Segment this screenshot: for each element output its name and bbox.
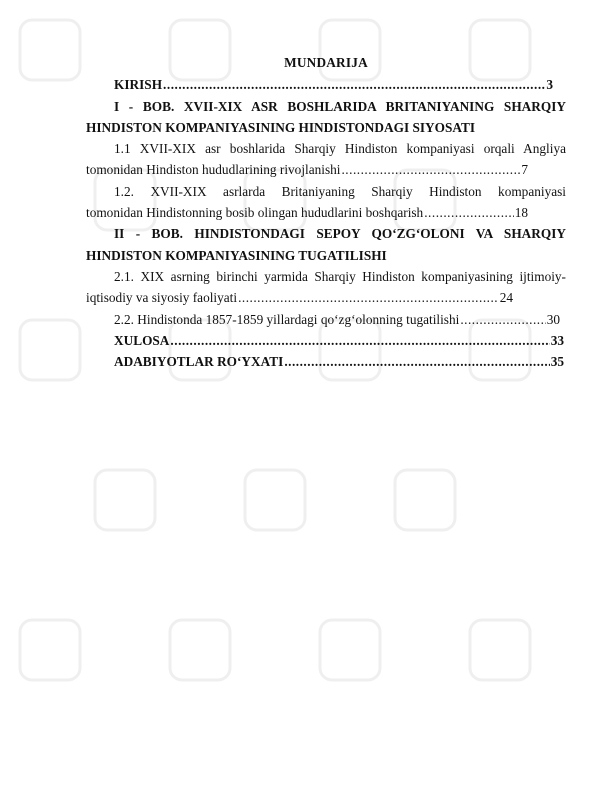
toc-entry-1-2[interactable] [86, 181, 566, 224]
toc-entry-label: 1.1 XVII-XIX asr boshlarida Sharqiy Hindiston kompaniyasi orqali Angliya [114, 141, 566, 157]
dot-leader [424, 202, 513, 223]
toc-entry-chapter-1[interactable] [86, 96, 566, 139]
dot-leader [460, 309, 545, 330]
toc-entry-label: KIRISH [114, 77, 163, 93]
toc-page-number: 18 [514, 205, 528, 221]
toc-page-number: 3 [546, 77, 553, 93]
toc-page-number: 30 [546, 311, 560, 327]
toc-entry-2-2[interactable] [86, 309, 560, 330]
toc-entry-label: II - BOB. HINDISTONDAGI SEPOY QO‘ZG‘OLONI VA SHARQIY [114, 226, 566, 242]
dot-leader [341, 159, 520, 180]
toc-entry-2-1[interactable] [86, 266, 566, 309]
toc-page-number: 35 [550, 354, 564, 370]
toc-entry-label: XULOSA [114, 332, 170, 348]
toc-entry-1-1[interactable] [86, 138, 566, 181]
toc-entry-label-cont: HINDISTON KOMPANIYASINING TUGATILISHI [86, 247, 387, 263]
toc-entry-label-cont: iqtisodiy va siyosiy faoliyati [86, 290, 238, 306]
toc-entry-adabiyotlar[interactable] [86, 351, 564, 372]
toc-page-number: 24 [499, 290, 513, 306]
table-of-contents [86, 52, 566, 372]
toc-entry-label: ADABIYOTLAR RO‘YXATI [114, 354, 284, 370]
toc-entry-chapter-2[interactable] [86, 223, 566, 266]
dot-leader [163, 74, 545, 95]
toc-page-number: 7 [521, 162, 528, 178]
toc-entry-label-cont: tomonidan Hindiston hududlarining rivojlanishi [86, 162, 341, 178]
dot-leader [170, 330, 549, 351]
toc-entry-label: 2.2. Hindistonda 1857-1859 yillardagi qo‘zg‘olonning tugatilishi [114, 311, 460, 327]
toc-entry-kirish[interactable] [86, 74, 553, 95]
toc-entry-xulosa[interactable] [86, 330, 564, 351]
toc-entry-label-cont: tomonidan Hindistonning bosib olingan hududlarini boshqarish [86, 205, 424, 221]
dot-leader [238, 287, 499, 308]
toc-entry-label: 2.1. XIX asrning birinchi yarmida Sharqiy Hindiston kompaniyasining ijtimoiy- [114, 268, 566, 284]
page-title: MUNDARIJA [284, 55, 368, 70]
dot-leader [284, 351, 549, 372]
toc-entry-label: I - BOB. XVII-XIX ASR BOSHLARIDA BRITANIYANING SHARQIY [114, 98, 566, 114]
toc-page-number: 33 [550, 332, 564, 348]
toc-entry-label: 1.2. XVII-XIX asrlarda Britaniyaning Sharqiy Hindiston kompaniyasi [114, 183, 566, 199]
toc-entry-label-cont: HINDISTON KOMPANIYASINING HINDISTONDAGI SIYOSATI [86, 119, 476, 135]
